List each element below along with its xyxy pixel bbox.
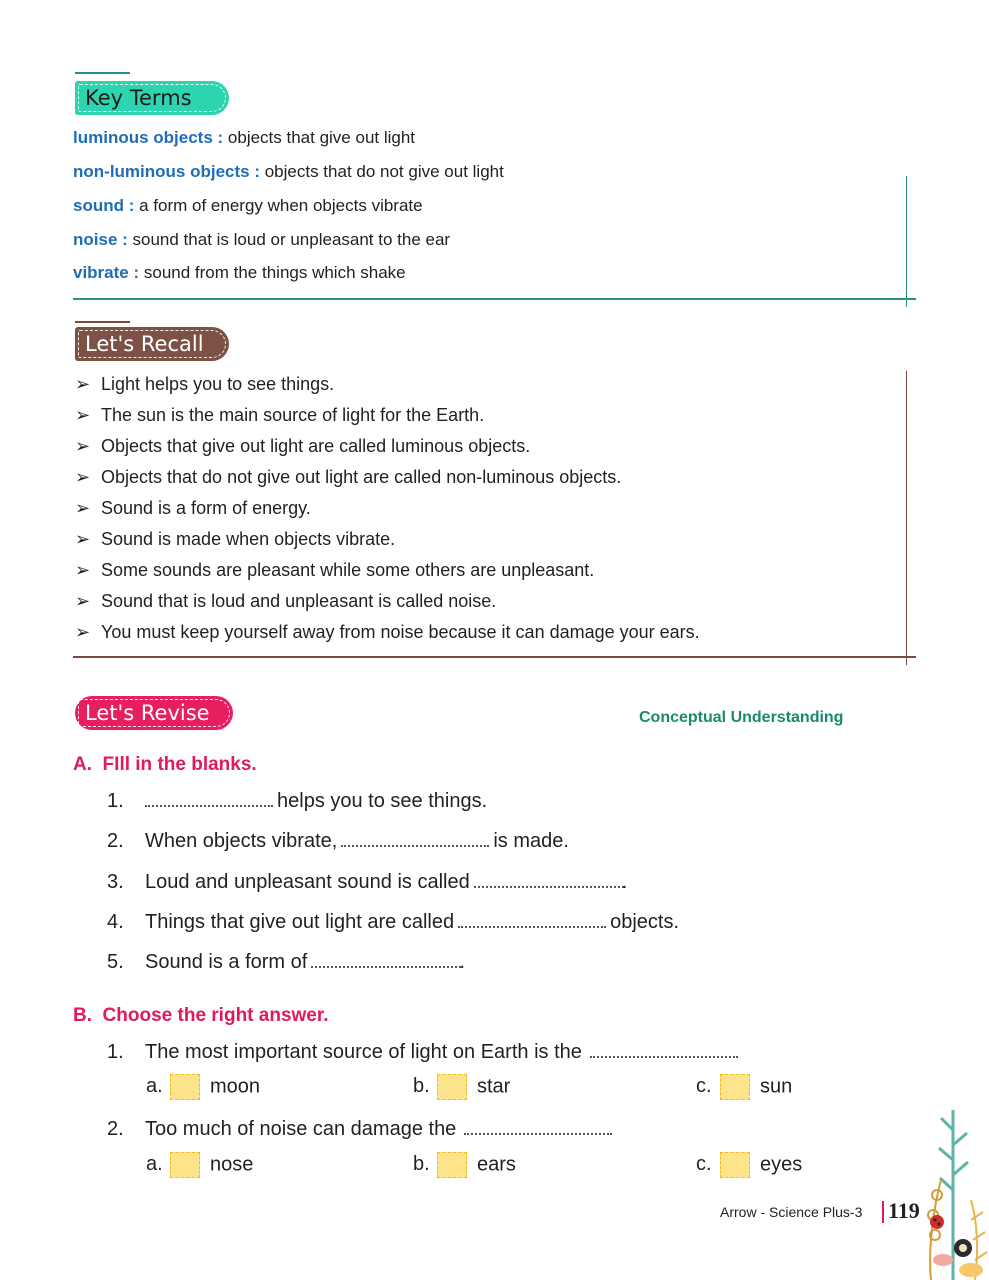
item-text-before: Loud and unpleasant sound is called: [145, 871, 470, 893]
recall-item: [75, 591, 496, 612]
item-number: 4.: [107, 911, 124, 933]
recall-side-rule: [906, 371, 907, 665]
key-term-definition: objects that do not give out light: [260, 162, 504, 181]
item-number: 1.: [107, 1041, 124, 1063]
arrow-bullet-icon: ➢: [75, 529, 91, 549]
recall-item-text: Sound is made when objects vibrate.: [101, 529, 396, 549]
mcq-option[interactable]: [146, 1074, 260, 1100]
recall-item: [75, 498, 311, 519]
mcq-option[interactable]: [696, 1074, 792, 1100]
key-term: sound :: [73, 196, 135, 215]
fill-blank-item: [107, 870, 627, 894]
item-text-after: .: [621, 871, 628, 893]
plant-decoration-icon: [913, 1100, 989, 1280]
question-text: The most important source of light on Earth is the: [145, 1041, 582, 1063]
footer-book-title: Arrow - Science Plus-3: [720, 1204, 863, 1220]
option-letter: a.: [146, 1153, 163, 1176]
recall-item-text: Sound is a form of energy.: [101, 498, 311, 518]
item-text-after: objects.: [610, 911, 680, 933]
key-terms-badge: [75, 81, 229, 115]
arrow-bullet-icon: ➢: [75, 560, 91, 580]
conceptual-understanding-tag: Conceptual Understanding: [639, 709, 844, 726]
mcq-option[interactable]: [146, 1152, 253, 1178]
arrow-bullet-icon: ➢: [75, 622, 91, 642]
mcq-question: [107, 1040, 742, 1064]
arrow-bullet-icon: ➢: [75, 374, 91, 394]
item-number: 5.: [107, 951, 124, 973]
option-letter: b.: [413, 1153, 430, 1176]
key-terms-side-rule: [906, 176, 907, 307]
revise-title: Let's Revise: [85, 701, 210, 725]
answer-checkbox[interactable]: [720, 1074, 750, 1100]
answer-blank[interactable]: [474, 870, 624, 888]
item-number: 1.: [107, 790, 124, 812]
section-b-heading: B. Choose the right answer.: [73, 1005, 329, 1026]
option-letter: a.: [146, 1075, 163, 1098]
fill-blank-item: [107, 829, 569, 853]
key-terms-title: Key Terms: [85, 86, 192, 110]
key-term: vibrate :: [73, 263, 140, 282]
answer-blank[interactable]: [145, 789, 273, 807]
recall-bottom-rule: [73, 656, 916, 658]
key-term: non-luminous objects :: [73, 162, 260, 181]
recall-title: Let's Recall: [85, 332, 204, 356]
recall-item: [75, 622, 700, 643]
item-text-after: .: [459, 951, 465, 973]
option-label: eyes: [760, 1153, 803, 1176]
option-letter: c.: [696, 1075, 712, 1098]
answer-checkbox[interactable]: [170, 1074, 200, 1100]
arrow-bullet-icon: ➢: [75, 405, 91, 425]
item-text-after: is made.: [493, 830, 569, 852]
arrow-bullet-icon: ➢: [75, 467, 91, 487]
answer-checkbox[interactable]: [720, 1152, 750, 1178]
key-terms-top-line: [75, 72, 130, 74]
answer-checkbox[interactable]: [170, 1152, 200, 1178]
footer-divider: [882, 1201, 884, 1223]
recall-item: [75, 374, 334, 395]
mcq-option[interactable]: [413, 1152, 516, 1178]
item-text-after: helps you to see things.: [277, 790, 488, 812]
recall-item-text: You must keep yourself away from noise because it can damage your ears.: [101, 622, 700, 642]
section-a-heading: A. FIll in the blanks.: [73, 754, 257, 775]
answer-blank[interactable]: [590, 1040, 738, 1058]
key-term: luminous objects :: [73, 128, 224, 147]
recall-item: [75, 529, 395, 550]
key-term-row: [73, 263, 406, 283]
question-text: Too much of noise can damage the: [145, 1118, 457, 1140]
option-label: ears: [477, 1153, 516, 1176]
item-text-before: When objects vibrate,: [145, 830, 338, 852]
mcq-option[interactable]: [696, 1152, 802, 1178]
recall-item: [75, 467, 621, 488]
revise-badge: [75, 696, 233, 730]
answer-checkbox[interactable]: [437, 1152, 467, 1178]
key-term-definition: a form of energy when objects vibrate: [134, 196, 423, 215]
option-label: sun: [760, 1075, 793, 1098]
item-text-before: Things that give out light are called: [145, 911, 455, 933]
arrow-bullet-icon: ➢: [75, 591, 91, 611]
key-term-row: [73, 162, 504, 182]
fill-blank-item: [107, 950, 465, 974]
item-number: 2.: [107, 830, 124, 852]
item-number: 3.: [107, 871, 124, 893]
key-term-definition: sound from the things which shake: [139, 263, 406, 282]
key-term-row: [73, 128, 415, 148]
recall-top-line: [75, 321, 130, 323]
answer-blank[interactable]: [311, 950, 461, 968]
fill-blank-item: [107, 910, 679, 934]
recall-item-text: Light helps you to see things.: [101, 374, 335, 394]
mcq-option[interactable]: [413, 1074, 510, 1100]
page-number: 119: [888, 1198, 920, 1223]
recall-item: [75, 436, 530, 457]
key-term-definition: objects that give out light: [223, 128, 416, 147]
recall-item-text: Sound that is loud and unpleasant is called noise.: [101, 591, 497, 611]
arrow-bullet-icon: ➢: [75, 498, 91, 518]
option-label: nose: [210, 1153, 254, 1176]
answer-checkbox[interactable]: [437, 1074, 467, 1100]
recall-item-text: Objects that do not give out light are called non-luminous objects.: [101, 467, 622, 487]
answer-blank[interactable]: [458, 910, 606, 928]
recall-item-text: The sun is the main source of light for the Earth.: [101, 405, 485, 425]
recall-item: [75, 405, 484, 426]
key-term-row: [73, 196, 423, 216]
key-term-definition: sound that is loud or unpleasant to the ear: [127, 230, 451, 249]
recall-item-text: Some sounds are pleasant while some others are unpleasant.: [101, 560, 595, 580]
option-label: moon: [210, 1075, 261, 1098]
option-letter: c.: [696, 1153, 712, 1176]
recall-badge: [75, 327, 229, 361]
mcq-question: [107, 1117, 616, 1141]
fill-blank-item: [107, 789, 487, 813]
item-text-before: Sound is a form of: [145, 951, 308, 973]
recall-item: [75, 560, 594, 581]
key-terms-bottom-rule: [73, 298, 916, 300]
option-letter: b.: [413, 1075, 430, 1098]
arrow-bullet-icon: ➢: [75, 436, 91, 456]
key-term-row: [73, 230, 450, 250]
answer-blank[interactable]: [464, 1117, 612, 1135]
recall-item-text: Objects that give out light are called luminous objects.: [101, 436, 531, 456]
key-term: noise :: [73, 230, 128, 249]
item-number: 2.: [107, 1118, 124, 1140]
option-label: star: [477, 1075, 511, 1098]
answer-blank[interactable]: [341, 829, 489, 847]
